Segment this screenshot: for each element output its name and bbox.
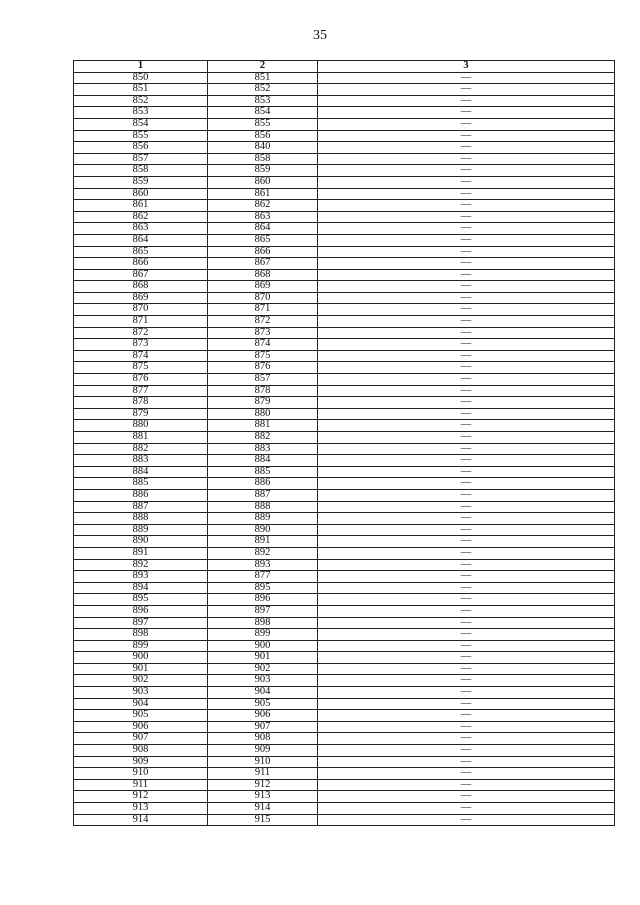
- table-cell: 882: [74, 443, 208, 455]
- table-cell: —: [318, 710, 615, 722]
- table-cell: 850: [74, 72, 208, 84]
- table-row: [74, 397, 615, 409]
- table-cell: 862: [208, 200, 318, 212]
- table-row: [74, 432, 615, 444]
- table-cell: —: [318, 385, 615, 397]
- table-cell: —: [318, 246, 615, 258]
- table-row: [74, 408, 615, 420]
- table-cell: —: [318, 176, 615, 188]
- table-cell: 840: [208, 142, 318, 154]
- table-cell: 906: [74, 721, 208, 733]
- table-cell: 853: [74, 107, 208, 119]
- table-row: [74, 223, 615, 235]
- table-cell: 896: [208, 594, 318, 606]
- table-row: [74, 165, 615, 177]
- table-row: [74, 316, 615, 328]
- table-cell: 907: [208, 721, 318, 733]
- table-cell: 885: [74, 478, 208, 490]
- table-cell: 890: [74, 536, 208, 548]
- table-row: [74, 513, 615, 525]
- table-cell: 874: [208, 339, 318, 351]
- table-row: [74, 130, 615, 142]
- table-cell: —: [318, 663, 615, 675]
- table-cell: 861: [208, 188, 318, 200]
- table-cell: 889: [208, 513, 318, 525]
- table-cell: —: [318, 652, 615, 664]
- table-cell: 863: [74, 223, 208, 235]
- table-cell: —: [318, 408, 615, 420]
- table-row: [74, 200, 615, 212]
- table-cell: 901: [208, 652, 318, 664]
- table-row: [74, 803, 615, 815]
- table-cell: 877: [208, 571, 318, 583]
- table-cell: —: [318, 130, 615, 142]
- table-cell: —: [318, 258, 615, 270]
- page-number: 35: [313, 28, 327, 43]
- table-cell: 899: [74, 640, 208, 652]
- table-cell: 887: [74, 501, 208, 513]
- table-row: [74, 84, 615, 96]
- table-cell: 856: [208, 130, 318, 142]
- table-cell: 907: [74, 733, 208, 745]
- table-cell: 875: [208, 350, 318, 362]
- table-cell: —: [318, 72, 615, 84]
- table-row: [74, 652, 615, 664]
- table-cell: —: [318, 339, 615, 351]
- table-cell: 852: [208, 84, 318, 96]
- table-cell: 866: [74, 258, 208, 270]
- table-cell: 858: [74, 165, 208, 177]
- table-cell: 892: [208, 547, 318, 559]
- table-cell: 903: [74, 687, 208, 699]
- table-row: [74, 756, 615, 768]
- table-cell: 873: [74, 339, 208, 351]
- table-cell: —: [318, 640, 615, 652]
- table-cell: —: [318, 443, 615, 455]
- table-cell: 885: [208, 466, 318, 478]
- table-cell: 865: [74, 246, 208, 258]
- table-cell: —: [318, 466, 615, 478]
- table-cell: 890: [208, 524, 318, 536]
- table-cell: —: [318, 316, 615, 328]
- table-row: [74, 466, 615, 478]
- table-cell: 855: [74, 130, 208, 142]
- table-cell: 870: [208, 292, 318, 304]
- table-row: [74, 733, 615, 745]
- table-cell: 912: [208, 779, 318, 791]
- table-cell: 867: [74, 269, 208, 281]
- table-cell: —: [318, 687, 615, 699]
- table-cell: —: [318, 675, 615, 687]
- table-cell: 900: [74, 652, 208, 664]
- table-row: [74, 246, 615, 258]
- table-cell: 908: [208, 733, 318, 745]
- table-cell: 868: [208, 269, 318, 281]
- table-cell: 897: [74, 617, 208, 629]
- table-row: [74, 443, 615, 455]
- table-cell: —: [318, 547, 615, 559]
- table-cell: —: [318, 223, 615, 235]
- table-cell: 862: [74, 211, 208, 223]
- table-cell: 898: [208, 617, 318, 629]
- table-cell: 911: [208, 768, 318, 780]
- table-cell: 895: [74, 594, 208, 606]
- table-cell: 902: [208, 663, 318, 675]
- table-cell: —: [318, 571, 615, 583]
- table-row: [74, 698, 615, 710]
- table-row: [74, 768, 615, 780]
- table-cell: —: [318, 536, 615, 548]
- table-row: [74, 547, 615, 559]
- table-row: [74, 258, 615, 270]
- table-cell: —: [318, 524, 615, 536]
- table-cell: —: [318, 501, 615, 513]
- table-cell: 877: [74, 385, 208, 397]
- table-row: [74, 536, 615, 548]
- table-row: [74, 779, 615, 791]
- table-cell: 905: [208, 698, 318, 710]
- table-cell: —: [318, 362, 615, 374]
- table-cell: 887: [208, 489, 318, 501]
- table-cell: —: [318, 142, 615, 154]
- table-cell: 856: [74, 142, 208, 154]
- table-cell: 876: [74, 374, 208, 386]
- column-header: 2: [208, 61, 318, 73]
- table-cell: —: [318, 107, 615, 119]
- table-cell: —: [318, 188, 615, 200]
- table-body: [74, 72, 615, 826]
- table-cell: 914: [208, 803, 318, 815]
- table-cell: 881: [208, 420, 318, 432]
- table-cell: 912: [74, 791, 208, 803]
- table-row: [74, 350, 615, 362]
- table-cell: —: [318, 478, 615, 490]
- table-cell: 896: [74, 605, 208, 617]
- table-cell: —: [318, 629, 615, 641]
- table-cell: 902: [74, 675, 208, 687]
- table-cell: 869: [208, 281, 318, 293]
- table-cell: —: [318, 292, 615, 304]
- table-cell: —: [318, 582, 615, 594]
- table-cell: 909: [208, 745, 318, 757]
- table-cell: —: [318, 153, 615, 165]
- table-cell: 872: [74, 327, 208, 339]
- table-row: [74, 176, 615, 188]
- table-cell: 878: [74, 397, 208, 409]
- table-row: [74, 420, 615, 432]
- table-row: [74, 95, 615, 107]
- table-cell: 873: [208, 327, 318, 339]
- table-cell: 853: [208, 95, 318, 107]
- table-cell: 863: [208, 211, 318, 223]
- table-cell: 899: [208, 629, 318, 641]
- table-cell: —: [318, 211, 615, 223]
- table-cell: 866: [208, 246, 318, 258]
- table-cell: 881: [74, 432, 208, 444]
- table-row: [74, 605, 615, 617]
- table-row: [74, 617, 615, 629]
- table-cell: —: [318, 95, 615, 107]
- table-cell: —: [318, 768, 615, 780]
- table-row: [74, 710, 615, 722]
- table-cell: —: [318, 397, 615, 409]
- table-row: [74, 524, 615, 536]
- table-cell: 860: [74, 188, 208, 200]
- table-cell: 883: [208, 443, 318, 455]
- table-cell: 872: [208, 316, 318, 328]
- table-row: [74, 269, 615, 281]
- table-cell: 857: [208, 374, 318, 386]
- table-cell: 870: [74, 304, 208, 316]
- table-row: [74, 687, 615, 699]
- table-row: [74, 374, 615, 386]
- table-row: [74, 118, 615, 130]
- table-cell: 914: [74, 814, 208, 826]
- table-cell: —: [318, 84, 615, 96]
- table-cell: 905: [74, 710, 208, 722]
- table-row: [74, 594, 615, 606]
- table-cell: —: [318, 350, 615, 362]
- table-row: [74, 559, 615, 571]
- table-cell: 876: [208, 362, 318, 374]
- table-row: [74, 489, 615, 501]
- table-cell: —: [318, 605, 615, 617]
- table-cell: 910: [208, 756, 318, 768]
- table-cell: 904: [208, 687, 318, 699]
- table-cell: 861: [74, 200, 208, 212]
- table-cell: 860: [208, 176, 318, 188]
- column-header: 3: [318, 61, 615, 73]
- table-row: [74, 640, 615, 652]
- table-cell: 854: [208, 107, 318, 119]
- table-row: [74, 188, 615, 200]
- table-cell: 886: [208, 478, 318, 490]
- table-row: [74, 362, 615, 374]
- table-row: [74, 478, 615, 490]
- table-cell: 897: [208, 605, 318, 617]
- table-row: [74, 211, 615, 223]
- table-row: [74, 629, 615, 641]
- table-cell: 895: [208, 582, 318, 594]
- table-cell: 871: [74, 316, 208, 328]
- table-cell: 884: [208, 455, 318, 467]
- table-row: [74, 281, 615, 293]
- table-cell: 868: [74, 281, 208, 293]
- table-cell: —: [318, 594, 615, 606]
- table-cell: 901: [74, 663, 208, 675]
- table-cell: —: [318, 200, 615, 212]
- table-cell: 852: [74, 95, 208, 107]
- table-cell: —: [318, 281, 615, 293]
- table-row: [74, 385, 615, 397]
- table-cell: —: [318, 756, 615, 768]
- column-header: 1: [74, 61, 208, 73]
- table-cell: —: [318, 617, 615, 629]
- table-cell: 851: [208, 72, 318, 84]
- table-cell: 864: [208, 223, 318, 235]
- table-cell: 891: [208, 536, 318, 548]
- table-cell: 865: [208, 234, 318, 246]
- table-cell: 906: [208, 710, 318, 722]
- table-cell: —: [318, 814, 615, 826]
- table-cell: —: [318, 432, 615, 444]
- table-cell: 869: [74, 292, 208, 304]
- table-cell: —: [318, 791, 615, 803]
- table-cell: —: [318, 374, 615, 386]
- table-cell: 854: [74, 118, 208, 130]
- table-cell: 909: [74, 756, 208, 768]
- data-table: [73, 60, 615, 826]
- table-cell: 888: [208, 501, 318, 513]
- table-cell: 867: [208, 258, 318, 270]
- table-cell: —: [318, 721, 615, 733]
- table-cell: —: [318, 559, 615, 571]
- table-cell: 911: [74, 779, 208, 791]
- table-cell: 900: [208, 640, 318, 652]
- table-cell: 893: [208, 559, 318, 571]
- table-cell: 857: [74, 153, 208, 165]
- table-cell: —: [318, 304, 615, 316]
- table-cell: —: [318, 165, 615, 177]
- table-row: [74, 582, 615, 594]
- table-row: [74, 791, 615, 803]
- table-cell: 892: [74, 559, 208, 571]
- table-header: [74, 61, 615, 73]
- table-cell: 913: [208, 791, 318, 803]
- table-cell: 851: [74, 84, 208, 96]
- table-cell: 908: [74, 745, 208, 757]
- table-row: [74, 571, 615, 583]
- table-cell: 915: [208, 814, 318, 826]
- table-cell: 880: [208, 408, 318, 420]
- table-cell: 888: [74, 513, 208, 525]
- table-cell: 894: [74, 582, 208, 594]
- table-row: [74, 327, 615, 339]
- table-row: [74, 501, 615, 513]
- table-cell: —: [318, 327, 615, 339]
- table-row: [74, 675, 615, 687]
- table-cell: 898: [74, 629, 208, 641]
- table-cell: —: [318, 733, 615, 745]
- table-cell: 879: [74, 408, 208, 420]
- table-row: [74, 304, 615, 316]
- table-cell: 903: [208, 675, 318, 687]
- table-row: [74, 814, 615, 826]
- table-cell: 889: [74, 524, 208, 536]
- table-cell: 874: [74, 350, 208, 362]
- table-cell: 910: [74, 768, 208, 780]
- table-cell: 859: [74, 176, 208, 188]
- table-cell: —: [318, 234, 615, 246]
- table-cell: —: [318, 455, 615, 467]
- table-row: [74, 153, 615, 165]
- table-cell: —: [318, 489, 615, 501]
- table-cell: —: [318, 118, 615, 130]
- table-cell: —: [318, 803, 615, 815]
- table-row: [74, 72, 615, 84]
- table-cell: 893: [74, 571, 208, 583]
- table-row: [74, 142, 615, 154]
- table-cell: —: [318, 745, 615, 757]
- table-cell: 879: [208, 397, 318, 409]
- table-cell: 882: [208, 432, 318, 444]
- table-cell: 886: [74, 489, 208, 501]
- table-row: [74, 107, 615, 119]
- table-cell: 883: [74, 455, 208, 467]
- table-cell: —: [318, 269, 615, 281]
- table-header-row: [74, 61, 615, 73]
- table-cell: 859: [208, 165, 318, 177]
- table-row: [74, 663, 615, 675]
- table-row: [74, 455, 615, 467]
- table-cell: —: [318, 698, 615, 710]
- table-row: [74, 292, 615, 304]
- table-row: [74, 339, 615, 351]
- table-cell: 891: [74, 547, 208, 559]
- table-cell: 858: [208, 153, 318, 165]
- table-cell: —: [318, 779, 615, 791]
- table-cell: 875: [74, 362, 208, 374]
- table-cell: 904: [74, 698, 208, 710]
- table-row: [74, 745, 615, 757]
- table-cell: 884: [74, 466, 208, 478]
- table-cell: 855: [208, 118, 318, 130]
- table-cell: 913: [74, 803, 208, 815]
- table-cell: 878: [208, 385, 318, 397]
- table-cell: 880: [74, 420, 208, 432]
- table-row: [74, 721, 615, 733]
- table-cell: 864: [74, 234, 208, 246]
- table-cell: —: [318, 513, 615, 525]
- table-row: [74, 234, 615, 246]
- table-cell: —: [318, 420, 615, 432]
- table-cell: 871: [208, 304, 318, 316]
